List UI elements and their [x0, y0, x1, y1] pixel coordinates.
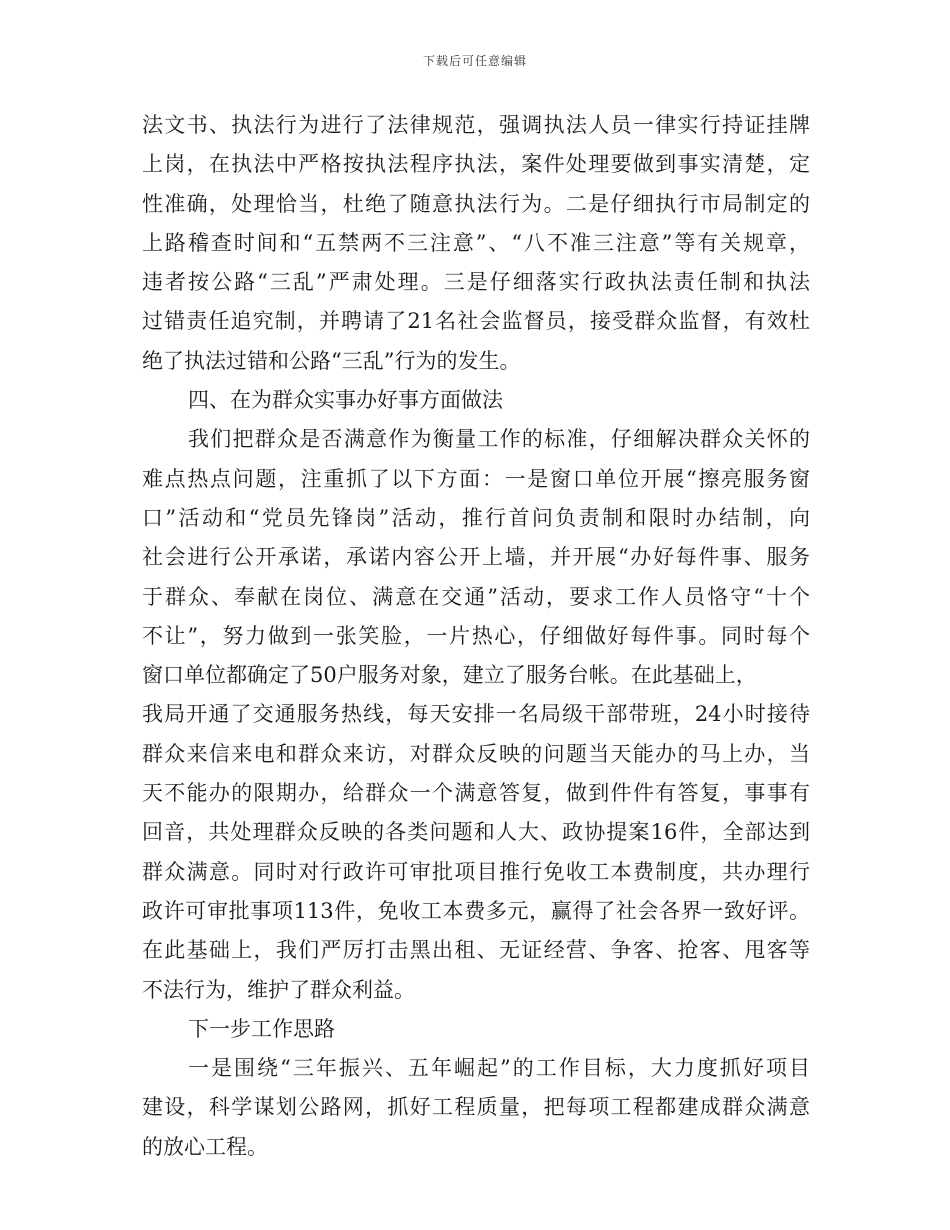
- text-line: 一是围绕“三年振兴、五年崛起”的工作目标，大力度抓好项目: [188, 1056, 810, 1081]
- text-line: 法文书、执法行为进行了法律规范，强调执法人员一律实行持证挂牌: [142, 113, 810, 137]
- text-line: 群众满意。同时对行政许可审批项目推行免收工本费制度，共办理行: [142, 859, 810, 884]
- text-line: 四、在为群众实事办好事方面做法: [188, 388, 503, 413]
- text-line: 建设，科学谋划公路网，抓好工程质量，把每项工程都建成群众满意: [142, 1095, 810, 1120]
- text-line: 天不能办的限期办，给群众一个满意答复，做到件件有答复，事事有: [142, 781, 810, 806]
- text-line: 口”活动和“党员先锋岗”活动，推行首问负责制和限时办结制，向: [142, 505, 810, 530]
- text-line: 难点热点问题，注重抓了以下方面：一是窗口单位开展“擦亮服务窗: [142, 466, 810, 491]
- text-line: 我局开通了交通服务热线，每天安排一名局级干部带班，24小时接待: [142, 702, 810, 727]
- text-line: 不让”，努力做到一张笑脸，一片热心，仔细做好每件事。同时每个: [142, 623, 810, 648]
- text-line: 在此基础上，我们严厉打击黑出租、无证经营、争客、抢客、甩客等: [142, 938, 810, 963]
- text-line: 绝了执法过错和公路“三乱”行为的发生。: [142, 348, 521, 373]
- text-line: 回音，共处理群众反映的各类问题和人大、政协提案16件，全部达到: [142, 820, 810, 845]
- text-line: 的放心工程。: [142, 1134, 268, 1159]
- page-header: 下载后可任意编辑: [422, 54, 527, 68]
- text-line: 政许可审批事项113件，免收工本费多元，赢得了社会各界一致好评。: [142, 898, 810, 923]
- text-line: 违者按公路“三乱”严肃处理。三是仔细落实行政执法责任制和执法: [142, 270, 810, 295]
- text-line: 上岗，在执法中严格按执法程序执法，案件处理要做到事实清楚，定: [142, 152, 810, 177]
- text-line: 下一步工作思路: [188, 1016, 335, 1041]
- text-line: 过错责任追究制，并聘请了21名社会监督员，接受群众监督，有效杜: [142, 309, 810, 334]
- text-line: 群众来信来电和群众来访，对群众反映的问题当天能办的马上办，当: [142, 741, 810, 766]
- text-line: 于群众、奉献在岗位、满意在交通”活动，要求工作人员恪守“十个: [142, 584, 810, 609]
- text-line: 我们把群众是否满意作为衡量工作的标准，仔细解决群众关怀的: [188, 427, 810, 452]
- body-text: [142, 106, 810, 1167]
- text-line: 社会进行公开承诺，承诺内容公开上墙，并开展“办好每件事、服务: [142, 545, 810, 570]
- text-line: 上路稽查时间和“五禁两不三注意”、“八不准三注意”等有关规章，: [142, 230, 810, 255]
- text-line: 性准确，处理恰当，杜绝了随意执法行为。二是仔细执行市局制定的: [142, 191, 810, 216]
- text-line: 窗口单位都确定了50户服务对象，建立了服务台帐。在此基础上，: [142, 663, 757, 688]
- text-line: 不法行为，维护了群众利益。: [142, 977, 415, 1002]
